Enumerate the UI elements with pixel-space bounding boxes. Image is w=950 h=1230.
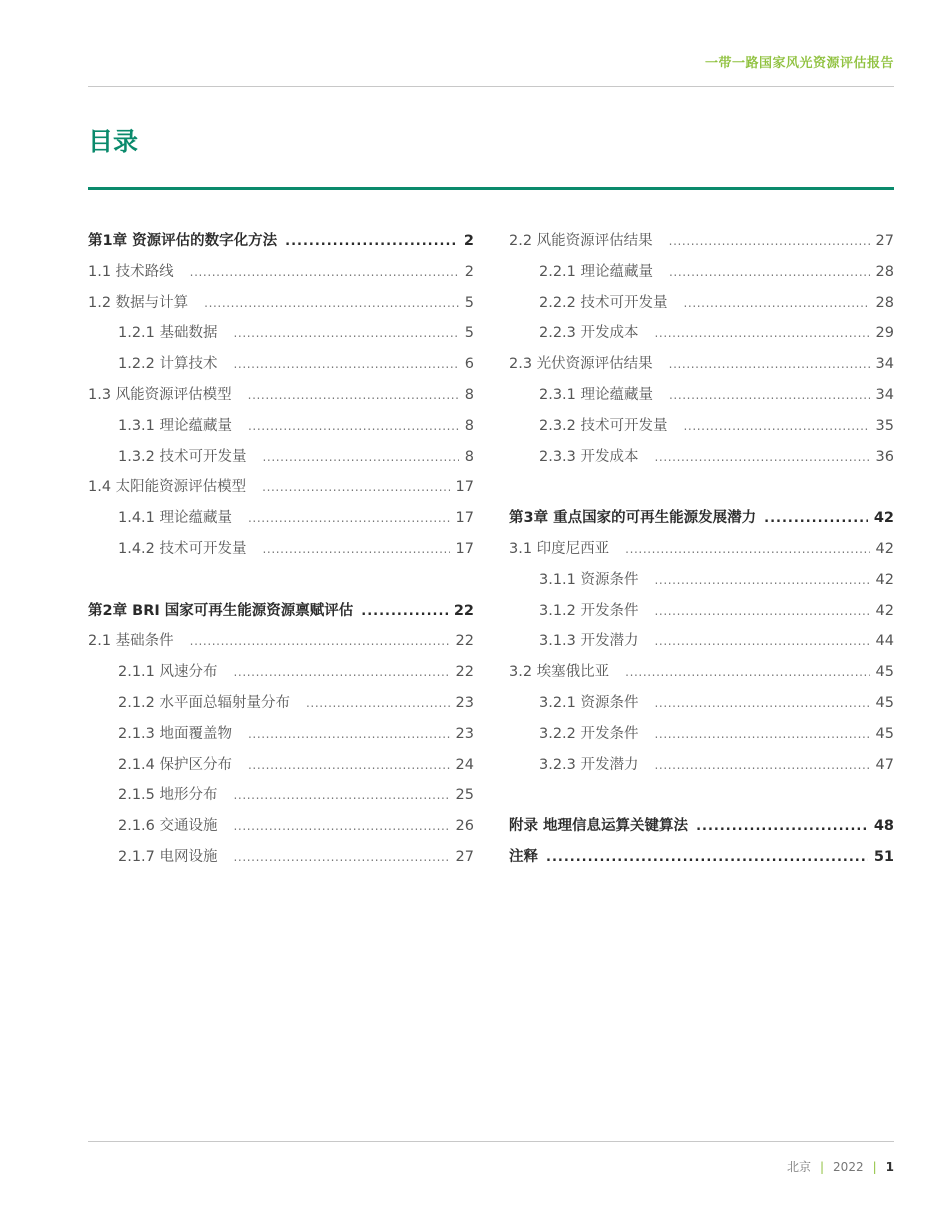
toc-entry[interactable]	[88, 845, 474, 876]
toc-entry[interactable]	[509, 691, 894, 722]
toc-leader-dots	[234, 326, 459, 340]
toc-entry-label: 1.1 技术路线	[88, 263, 174, 280]
toc-leader-dots	[655, 604, 870, 618]
toc-entry-label: 1.2.1 基础数据	[118, 325, 218, 342]
toc-entry-page: 17	[455, 510, 474, 527]
toc-entry[interactable]	[509, 599, 894, 630]
toc-entry-page: 51	[873, 848, 894, 865]
toc-entry-page: 27	[455, 848, 474, 865]
toc-entry-label: 3.1 印度尼西亚	[509, 540, 610, 557]
toc-leader-dots	[655, 758, 870, 772]
toc-entry-page: 28	[875, 294, 894, 311]
toc-entry-label: 3.1.3 开发潜力	[539, 633, 639, 650]
toc-entry[interactable]	[509, 383, 894, 414]
toc-entry-page: 28	[875, 263, 894, 280]
toc-entry-page: 34	[875, 356, 894, 373]
toc-entry[interactable]	[88, 260, 474, 291]
toc-entry-page: 8	[464, 417, 474, 434]
toc-entry-label: 3.2.1 资源条件	[539, 694, 639, 711]
toc-left-column	[88, 229, 474, 876]
toc-entry-page: 27	[875, 233, 894, 249]
toc-entry-page: 48	[873, 818, 894, 835]
toc-entry-label: 1.4 太阳能资源评估模型	[88, 479, 247, 496]
toc-leader-dots	[361, 604, 448, 619]
footer-divider	[88, 1141, 894, 1142]
toc-entry-label: 注释	[509, 848, 538, 865]
toc-entry[interactable]	[509, 845, 894, 876]
toc-entry-page: 22	[455, 664, 474, 681]
toc-entry-page: 45	[875, 664, 894, 681]
toc-entry-label: 2.2.2 技术可开发量	[539, 294, 668, 311]
toc-entry[interactable]	[88, 537, 474, 568]
toc-entry[interactable]	[88, 599, 474, 630]
toc-entry[interactable]	[509, 321, 894, 352]
toc-entry-label: 第3章 重点国家的可再生能源发展潜力	[509, 510, 757, 527]
toc-entry[interactable]	[509, 537, 894, 568]
toc-entry[interactable]	[509, 260, 894, 291]
toc-entry-page: 23	[455, 725, 474, 742]
footer-city: 北京	[786, 1160, 811, 1174]
toc-entry-label: 2.2.3 开发成本	[539, 325, 639, 342]
toc-leader-dots	[248, 727, 450, 741]
toc-leader-dots	[306, 696, 450, 710]
toc-entry-page: 17	[455, 479, 474, 496]
toc-leader-dots	[696, 819, 868, 834]
toc-leader-dots	[263, 450, 459, 464]
toc-leader-dots	[234, 665, 450, 679]
toc-entry-page: 35	[875, 417, 894, 434]
toc-entry[interactable]	[509, 414, 894, 445]
toc-leader-dots	[669, 265, 870, 279]
toc-entry-page: 22	[453, 602, 474, 619]
toc-entry[interactable]	[509, 660, 894, 691]
toc-entry-label: 3.2 埃塞俄比亚	[509, 664, 610, 681]
toc-entry[interactable]	[88, 475, 474, 506]
toc-entry-label: 2.1.1 风速分布	[118, 664, 218, 681]
toc-entry-page: 22	[455, 633, 474, 650]
toc-right-column	[509, 229, 894, 876]
header-divider	[88, 86, 894, 87]
toc-entry-label: 1.3.2 技术可开发量	[118, 448, 247, 465]
toc-entry[interactable]	[509, 722, 894, 753]
toc-leader-dots	[285, 234, 458, 249]
toc-entry[interactable]	[88, 352, 474, 383]
toc-entry-label: 2.1.5 地形分布	[118, 787, 218, 804]
toc-leader-dots	[655, 696, 870, 710]
toc-leader-dots	[248, 419, 459, 433]
toc-entry-page: 24	[455, 756, 474, 773]
toc-leader-dots	[204, 296, 459, 310]
toc-entry-label: 第1章 资源评估的数字化方法	[88, 233, 278, 249]
toc-entry-label: 1.4.2 技术可开发量	[118, 540, 247, 557]
toc-leader-dots	[234, 788, 450, 802]
toc-entry-page: 44	[875, 633, 894, 650]
toc-leader-dots	[625, 665, 869, 679]
toc-entry-page: 47	[875, 756, 894, 773]
toc-entry[interactable]	[88, 814, 474, 845]
toc-leader-dots	[262, 480, 449, 494]
toc-entry-page: 34	[875, 386, 894, 403]
toc-entry-page: 5	[464, 294, 474, 311]
toc-leader-dots	[190, 265, 459, 279]
toc-leader-dots	[263, 542, 450, 556]
toc-entry[interactable]	[88, 383, 474, 414]
toc-entry-page: 26	[455, 818, 474, 835]
toc-entry[interactable]	[88, 783, 474, 814]
toc-entry[interactable]	[509, 814, 894, 845]
toc-entry-label: 1.3.1 理论蕴藏量	[118, 417, 233, 434]
toc-entry-label: 3.2.3 开发潜力	[539, 756, 639, 773]
toc-entry-label: 1.3 风能资源评估模型	[88, 386, 232, 403]
toc-entry[interactable]	[88, 229, 474, 260]
footer-year: 2022	[833, 1159, 864, 1174]
toc-entry[interactable]	[88, 753, 474, 784]
toc-entry[interactable]	[88, 629, 474, 660]
toc-entry[interactable]	[88, 414, 474, 445]
toc-entry-label: 1.2.2 计算技术	[118, 356, 218, 373]
toc-entry-label: 2.1.6 交通设施	[118, 818, 218, 835]
toc-entry[interactable]	[509, 229, 894, 260]
toc-entry[interactable]	[509, 352, 894, 383]
toc-entry-page: 29	[875, 325, 894, 342]
toc-leader-dots	[546, 850, 868, 865]
toc-entry[interactable]	[88, 445, 474, 476]
toc-leader-dots	[684, 419, 870, 433]
toc-leader-dots	[234, 819, 450, 833]
toc-entry[interactable]	[509, 753, 894, 784]
toc-leader-dots	[655, 450, 870, 464]
toc-entry[interactable]	[88, 660, 474, 691]
toc-entry-page: 8	[464, 386, 474, 403]
toc-entry-page: 42	[875, 571, 894, 588]
toc-leader-dots	[669, 388, 870, 402]
toc-leader-dots	[190, 634, 450, 648]
toc-entry-page: 5	[464, 325, 474, 342]
toc-leader-dots	[764, 511, 868, 526]
toc-entry[interactable]	[509, 506, 894, 537]
toc-entry[interactable]	[88, 291, 474, 322]
toc-entry[interactable]	[88, 506, 474, 537]
toc-entry-page: 25	[455, 787, 474, 804]
toc-leader-dots	[684, 296, 870, 310]
toc-entry-label: 2.3.3 开发成本	[539, 448, 639, 465]
toc-entry-page: 42	[875, 602, 894, 619]
toc-entry-label: 3.2.2 开发条件	[539, 725, 639, 742]
page-title: 目录	[88, 127, 139, 156]
footer	[787, 1158, 894, 1175]
toc-leader-dots	[655, 573, 870, 587]
toc-entry-page: 45	[875, 725, 894, 742]
toc-leader-dots	[669, 234, 870, 248]
toc-entry-label: 2.1.7 电网设施	[118, 848, 218, 865]
toc-leader-dots	[669, 357, 870, 371]
toc-entry-label: 2.3.1 理论蕴藏量	[539, 386, 654, 403]
toc-entry[interactable]	[509, 445, 894, 476]
title-divider	[88, 187, 894, 190]
toc-entry-label: 1.2 数据与计算	[88, 294, 189, 311]
toc-leader-dots	[625, 542, 869, 556]
toc-entry-label: 2.2 风能资源评估结果	[509, 233, 653, 249]
toc-entry-label: 2.1.4 保护区分布	[118, 756, 233, 773]
toc-entry-label: 3.1.1 资源条件	[539, 571, 639, 588]
toc-leader-dots	[655, 727, 870, 741]
toc-entry-label: 2.2.1 理论蕴藏量	[539, 263, 654, 280]
toc-leader-dots	[248, 511, 450, 525]
toc-entry-label: 2.1.3 地面覆盖物	[118, 725, 233, 742]
page-number: 1	[885, 1159, 894, 1174]
toc-entry-page: 6	[464, 356, 474, 373]
toc-entry-page: 36	[875, 448, 894, 465]
toc-entry-label: 2.3.2 技术可开发量	[539, 417, 668, 434]
toc-entry-label: 2.1.2 水平面总辐射量分布	[118, 694, 291, 711]
toc-entry-label: 2.1 基础条件	[88, 633, 174, 650]
toc-entry-page: 2	[463, 233, 474, 249]
toc-entry-page: 42	[873, 510, 894, 527]
toc-leader-dots	[655, 634, 870, 648]
toc-entry[interactable]	[88, 691, 474, 722]
toc-leader-dots	[234, 850, 450, 864]
toc-leader-dots	[234, 357, 459, 371]
footer-separator: |	[820, 1159, 825, 1174]
toc-entry[interactable]	[88, 321, 474, 352]
toc-entry[interactable]	[509, 568, 894, 599]
toc-entry-page: 2	[464, 263, 474, 280]
toc-entry-label: 3.1.2 开发条件	[539, 602, 639, 619]
toc-leader-dots	[248, 758, 450, 772]
toc-entry[interactable]	[509, 291, 894, 322]
report-title: 一带一路国家风光资源评估报告	[704, 56, 894, 71]
toc-entry-page: 23	[455, 694, 474, 711]
toc-entry-label: 1.4.1 理论蕴藏量	[118, 510, 233, 527]
toc-entry-label: 附录 地理信息运算关键算法	[509, 818, 689, 835]
toc-entry-page: 42	[875, 540, 894, 557]
toc-entry[interactable]	[509, 629, 894, 660]
toc-entry-page: 8	[464, 448, 474, 465]
toc-entry[interactable]	[88, 722, 474, 753]
footer-separator: |	[872, 1159, 877, 1174]
toc-leader-dots	[655, 326, 870, 340]
toc-entry-page: 45	[875, 694, 894, 711]
toc-entry-label: 2.3 光伏资源评估结果	[509, 356, 653, 373]
toc-leader-dots	[248, 388, 459, 402]
toc-entry-label: 第2章 BRI 国家可再生能源资源禀赋评估	[88, 602, 354, 619]
toc-entry-page: 17	[455, 540, 474, 557]
